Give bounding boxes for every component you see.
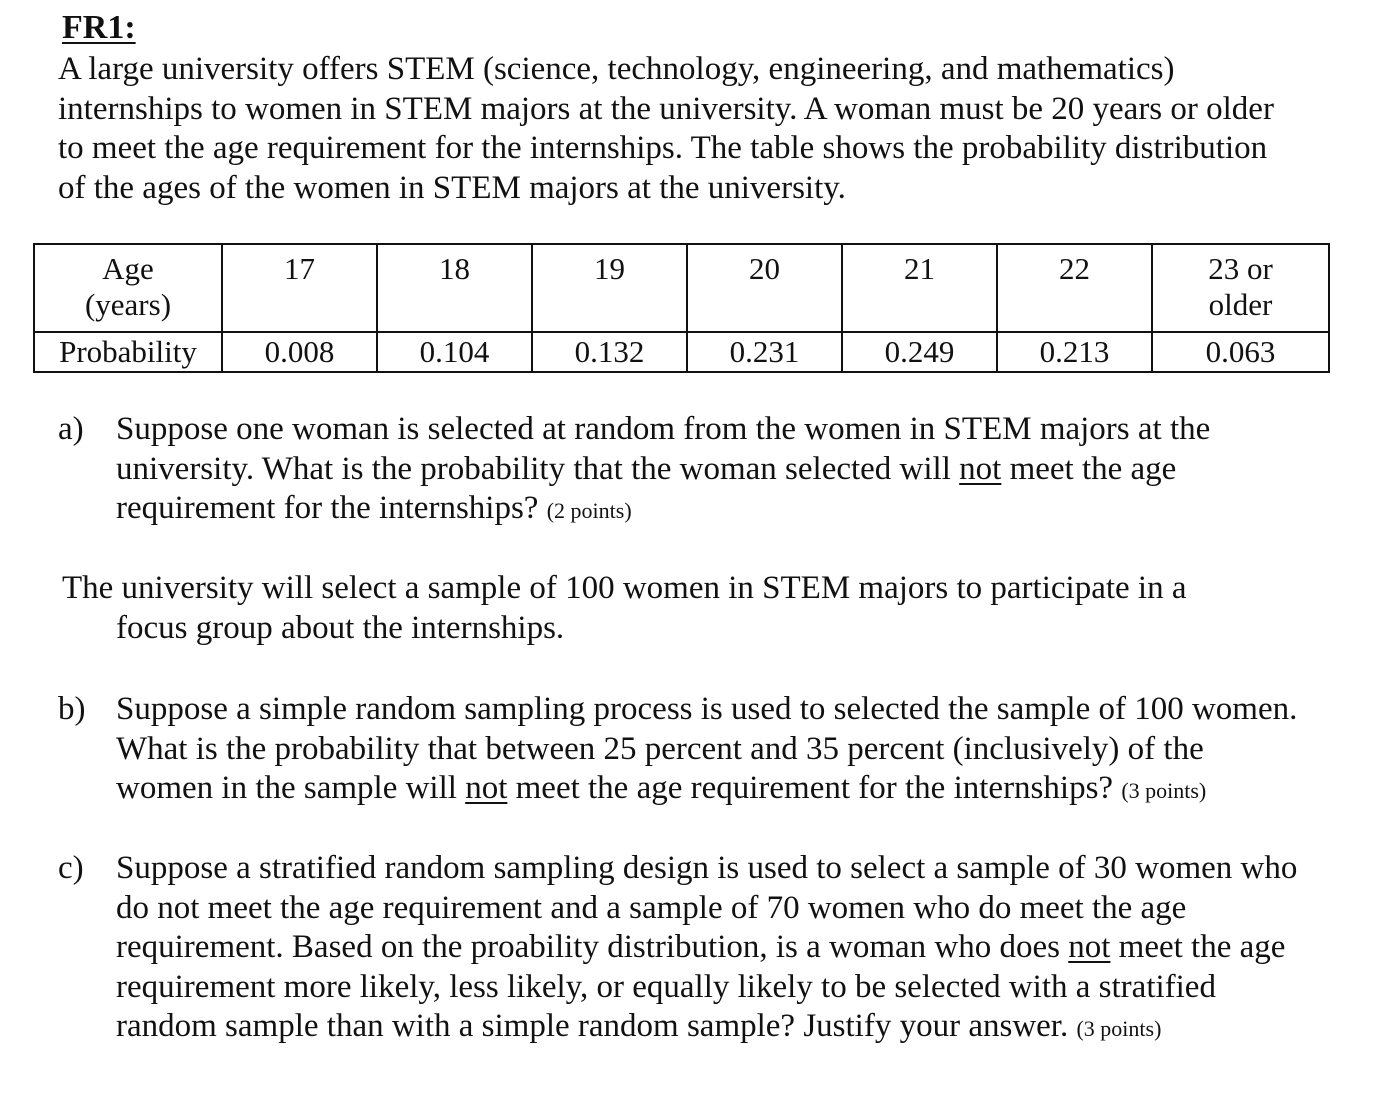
text-run: meet the age [1110,929,1286,965]
intro-paragraph [58,50,1368,208]
question-line: do not meet the age requirement and a sample of 70 women who do meet the age [116,889,1187,926]
age-cell: 21 [842,244,997,332]
question-b-text [116,690,1297,811]
underlined-not: not [1068,929,1111,965]
question-line: Suppose one woman is selected at random from the women in STEM majors at the [116,411,1211,447]
question-a [58,410,1378,535]
question-line [116,450,1210,490]
text-run: meet the age requirement for the internships? [507,770,1114,806]
age-header-unit: (years) [84,287,172,322]
text-run: requirement. Based on the proability distribution, is a woman who does [116,929,1069,965]
question-line: What is the probability that between 25 percent and 35 percent (inclusively) of the [116,730,1204,767]
age-header-cell [34,244,222,332]
question-line [116,489,1210,531]
intro-line: of the ages of the women in STEM majors at the university. [58,169,846,206]
underlined-not: not [465,770,508,806]
sample-description [62,569,1186,648]
question-a-label: a) [58,411,84,447]
age-cell: 17 [222,244,377,332]
question-c-label: c) [58,850,84,886]
age-cell: 23 or older [1152,244,1329,332]
text-run: random sample than with a simple random sample? Justify your answer. [116,1008,1069,1044]
probability-cell: 0.231 [687,332,842,372]
points-label: (3 points) [1121,778,1207,803]
text-run: meet the age [1001,450,1177,487]
age-header-label: Age [102,251,154,286]
age-cell: 20 [687,244,842,332]
question-b [58,690,1378,815]
problem-heading: FR1: [62,9,136,46]
question-c [58,849,1378,1054]
question-line: Suppose a stratified random sampling design is used to select a sample of 30 women who [116,850,1298,886]
points-label: (3 points) [1076,1016,1162,1041]
probability-cell: 0.063 [1152,332,1329,372]
probability-distribution-table [33,243,1330,373]
question-line [116,769,1297,811]
question-a-text [116,410,1210,531]
intro-line: A large university offers STEM (science, technology, engineering, and mathematics) [58,51,1175,87]
question-line: Suppose a simple random sampling process is used to selected the sample of 100 women. [116,691,1298,727]
text-run: requirement for the internships? [116,490,539,526]
question-line [116,1007,1297,1049]
sample-line: focus group about the internships. [116,609,565,646]
question-line [116,928,1297,968]
sample-line: The university will select a sample of 100 women in STEM majors to participate in a [62,570,1187,606]
intro-line: internships to women in STEM majors at the university. A woman must be 20 years or older [58,90,1274,127]
question-b-label: b) [58,691,86,727]
intro-line: to meet the age requirement for the internships. The table shows the probability distribution [58,130,1268,166]
age-cell: 19 [532,244,687,332]
question-line: requirement more likely, less likely, or equally likely to be selected with a stratified [116,968,1216,1005]
age-row [34,244,1329,332]
probability-cell: 0.249 [842,332,997,372]
probability-cell: 0.008 [222,332,377,372]
text-run: university. What is the probability that the woman selected will [116,450,960,487]
points-label: (2 points) [546,498,632,523]
probability-cell: 0.132 [532,332,687,372]
text-run: women in the sample will [116,770,466,806]
age-cell: 18 [377,244,532,332]
age-cell: 22 [997,244,1152,332]
probability-header-cell: Probability [34,332,222,372]
probability-cell: 0.104 [377,332,532,372]
underlined-not: not [959,450,1002,487]
probability-cell: 0.213 [997,332,1152,372]
question-c-text [116,849,1297,1049]
probability-row [34,332,1329,372]
